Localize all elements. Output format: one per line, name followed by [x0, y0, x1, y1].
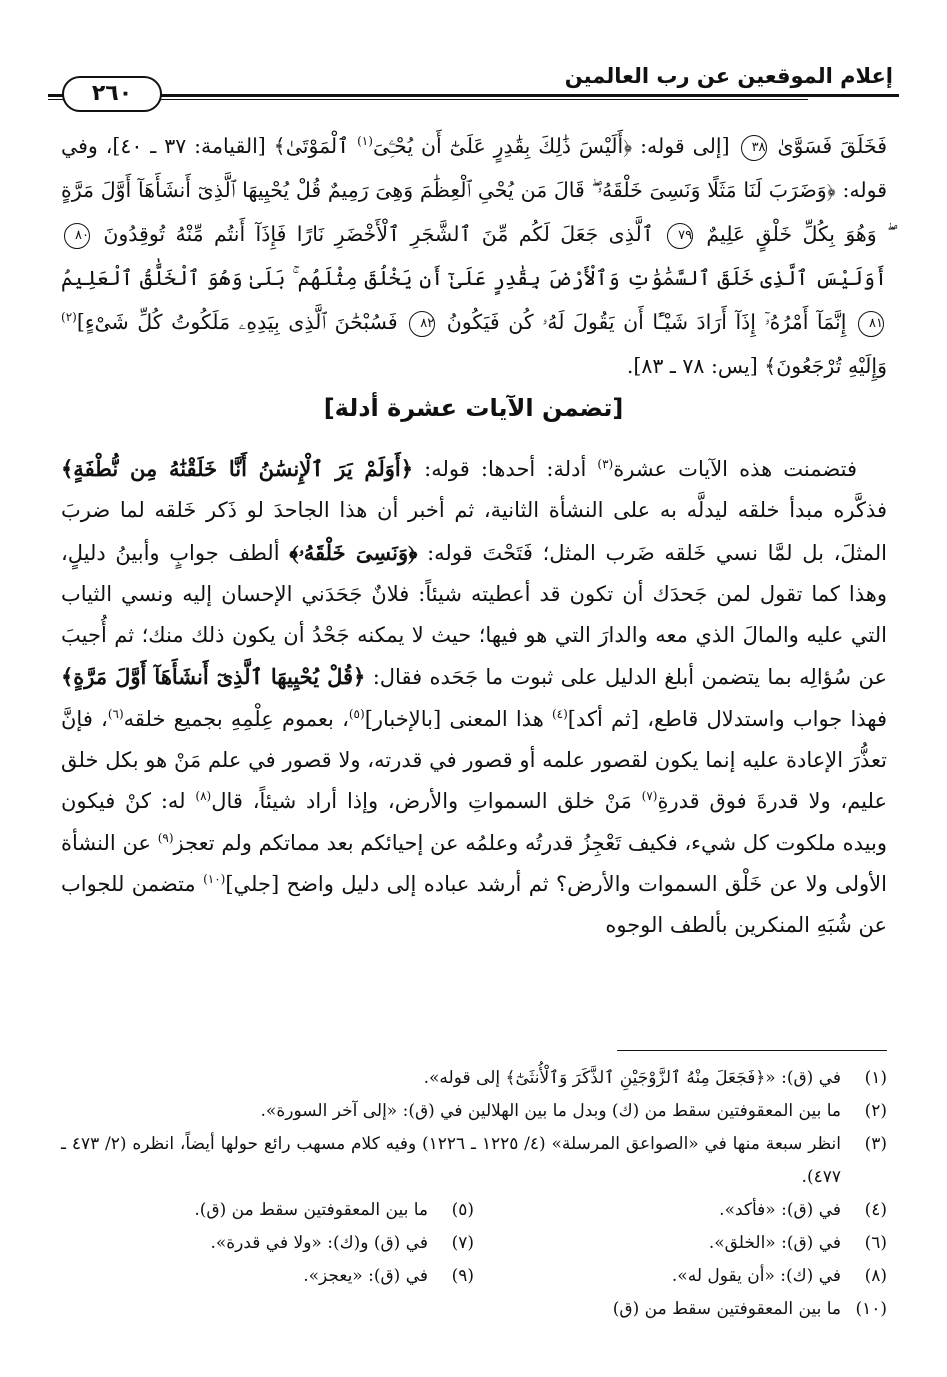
footnote-row — [61, 1194, 887, 1227]
body-text: له: كنْ فيكون وبيده ملكوت كل شيء، فكيف تَعْجِزُ قدرتُه وعلمُه عن إحيائكم بعد مماتكم ولم تعجز — [61, 789, 887, 855]
footnote-number: (٧) — [451, 1233, 474, 1253]
footnote-ref[interactable]: (٨) — [195, 789, 212, 804]
body-text: متضمن للجواب عن شُبَهِ المنكرين بألطف الوجوه — [61, 871, 887, 938]
header-rule-thin — [48, 99, 808, 100]
body-text: أدلة: أحدها: قوله: — [413, 457, 587, 481]
footnote-text: في (ك): «أن يقول له». — [671, 1266, 841, 1286]
footnote-ref[interactable]: (٤) — [551, 706, 568, 721]
footnote-number: (٢) — [864, 1101, 887, 1121]
footnote-text: في (ق): «الخلق». — [708, 1233, 841, 1253]
footnote — [61, 1128, 887, 1194]
verse-text: ٱلَّذِى جَعَلَ لَكُم مِّنَ ٱلشَّجَرِ ٱلْأَخْضَرِ نَارًا فَإِذَآ أَنتُم مِّنْهُ تُوقِدُونَ — [103, 222, 654, 246]
footnote-ref[interactable]: (٧) — [641, 789, 658, 804]
footnote — [474, 1260, 887, 1293]
footnote-number: (٤) — [864, 1200, 887, 1220]
footnote-number: (٣) — [864, 1134, 887, 1154]
body-text: ألطف جوابٍ وأبينُ دليلٍ، وهذا كما تقول لمن جَحدَك أن تكون قد أعطيته شيئاً: فلانٌ جَحَدَني الإحسان إليه ونسي الثياب التي عليه والمالَ الذي معه والدارَ التي هو فيها؛ حيث لا يمكنه جَحْدُ أن يكون ذلك منك؛ ثم أُجيبَ عن سُؤالِه بما يتضمن أبلغ الدليل على ثبوت ما جَحَده فقال: — [61, 540, 888, 690]
footnote-number: (١) — [864, 1068, 887, 1088]
page-number: ٢٦٠ — [62, 76, 162, 112]
verse-text: ٱلْمَوْتَىٰ﴾ [القيامة: ٣٧ ـ ٤٠]، وفي قوله: ﴿وَضَرَبَ لَنَا مَثَلًا وَنَسِىَ خَلْقَهُۥ ۖ قَالَ مَن يُحْىِ ٱلْعِظَٰمَ وَهِىَ رَمِيمٌ قُلْ يُحْيِيهَا ٱلَّذِىٓ أَنشَأَهَآ أَوَّلَ مَرَّةٍ ۖ وَهُوَ بِكُلِّ خَلْقٍ عَلِيمٌ — [61, 134, 887, 246]
footnote-ref[interactable]: (٢) — [61, 310, 77, 325]
footnote-ref[interactable]: (٦) — [107, 706, 124, 721]
footnote-number: (١٠) — [855, 1299, 887, 1319]
body-text: ، فإنَّ تعذُّرَ الإعادة عليه إنما يكون لقصور علمه أو قصور في قدرته، ولا قصور في علم مَنْ هو بكل خلق عليم، ولا قدرةَ فوق قدرةِ — [61, 706, 887, 814]
footnotes — [61, 1062, 887, 1326]
body-text: عن النشأة الأولى ولا عن خَلْق السموات والأرض؟ ثم أرشد عباده إلى دليل واضح [جلي] — [61, 830, 887, 896]
body-text: فهذا جواب واستدلال قاطع، [ثم أكد] — [567, 706, 888, 731]
footnote — [61, 1227, 474, 1260]
footnote-ref[interactable]: (١) — [357, 134, 373, 149]
footnote — [61, 1062, 887, 1095]
quran-quote: ﴿أَوَلَمْ يَرَ ٱلْإِنسَٰنُ أَنَّا خَلَقْنَٰهُ مِن نُّطْفَةٍ﴾ — [61, 456, 414, 481]
verse-text: أَوَلَيْسَ ٱلَّذِى خَلَقَ ٱلسَّمَٰوَٰتِ وَٱلْأَرْضَ بِقَٰدِرٍ عَلَىٰٓ أَن يَخْلُقَ مِثْلَهُم ۚ بَلَىٰ وَهُوَ ٱلْخَلَّٰقُ ٱلْعَلِيمُ — [61, 266, 887, 290]
footnote-text: في (ق): «﴿فَجَعَلَ مِنْهُ ٱلزَّوْجَيْنِ ٱلذَّكَرَ وَٱلْأُنثَىٰٓ﴾ إلى قوله». — [423, 1068, 841, 1088]
book-title: إعلام الموقعين عن رب العالمين — [564, 64, 893, 88]
quran-verses — [61, 124, 887, 388]
verse-text: إِنَّمَآ أَمْرُهُۥٓ إِذَآ أَرَادَ شَيْـًٔا أَن يَقُولَ لَهُۥ كُن فَيَكُونُ — [446, 310, 847, 334]
body-text: فتضمنت هذه الآيات عشرة — [613, 457, 857, 481]
footnote-text: في (ق): «يعجز». — [303, 1266, 428, 1286]
footnote — [61, 1095, 887, 1128]
verse-text: فَسُبْحَٰنَ ٱلَّذِى بِيَدِهِۦ مَلَكُوتُ كُلِّ شَىْءٍ] — [76, 310, 398, 334]
verse-text: وَإِلَيْهِ تُرْجَعُونَ﴾ [يس: ٧٨ ـ ٨٣]. — [626, 354, 887, 378]
footnote-ref[interactable]: (١٠) — [203, 871, 226, 886]
ayah-marker: ٧٩ — [667, 223, 693, 249]
quran-quote: ﴿وَنَسِىَ خَلْقَهُۥ﴾ — [289, 539, 418, 565]
ayah-marker: ٨٢ — [409, 311, 435, 337]
footnote-text: ما بين المعقوفتين سقط من (ك) وبدل ما بين الهلالين في (ق): «إلى آخر السورة». — [260, 1101, 841, 1121]
body-text: هذا المعنى [بالإخبار] — [364, 706, 552, 731]
footnote-ref[interactable]: (٩) — [157, 830, 174, 845]
footnote — [61, 1293, 887, 1326]
footnote-text: في (ق): «فأكد». — [719, 1200, 841, 1220]
footnote-number: (٨) — [864, 1266, 887, 1286]
page-header — [48, 58, 899, 108]
body-text: فذكَّره مبدأ خلقه ليدلَّه به على النشأة الثانية، ثم أخبر أن هذا الجاحدَ لو ذَكر خَلقه لما ضربَ المثلَ، بل لمَّا نسي خَلقه ضَرب المثل؛ فَتَحْتَ قوله: — [61, 498, 887, 565]
footnote — [474, 1194, 887, 1227]
ayah-marker: ٨٠ — [64, 223, 90, 249]
footnote-text: ما بين المعقوفتين سقط من (ق) — [612, 1299, 841, 1319]
footnote-row — [61, 1260, 887, 1293]
footnote-number: (٥) — [451, 1200, 474, 1220]
footnote-text: انظر سبعة منها في «الصواعق المرسلة» (٤/ ١٢٢٥ ـ ١٢٢٦) وفيه كلام مسهب رائع حولها أيضاً، انظره (٢/ ٤٧٣ ـ ٤٧٧). — [61, 1134, 841, 1187]
footnote-ref[interactable]: (٥) — [348, 706, 365, 721]
verse-text: فَخَلَقَ فَسَوَّىٰ — [777, 134, 888, 158]
footnote-number: (٩) — [451, 1266, 474, 1286]
footnote — [474, 1227, 887, 1260]
footnote-text: ما بين المعقوفتين سقط من (ق). — [194, 1200, 428, 1220]
ayah-marker: ٣٨ — [741, 135, 767, 161]
quran-quote: ﴿قُلْ يُحْيِيهَا ٱلَّذِىٓ أَنشَأَهَآ أَوَّلَ مَرَّةٍ﴾ — [61, 664, 366, 690]
footnote-ref[interactable]: (٣) — [597, 457, 614, 471]
footnote-number: (٦) — [864, 1233, 887, 1253]
verse-text: [إلى قوله: ﴿أَلَيْسَ ذَٰلِكَ بِقَٰدِرٍ عَلَىٰٓ أَن يُحْـِۧىَ — [372, 134, 730, 158]
body-paragraph — [61, 448, 887, 947]
body-text: مَنْ خلق السمواتِ والأرض، وإذا أراد شيئاً، قال — [211, 789, 642, 814]
footnote — [61, 1194, 474, 1227]
footnote-row — [61, 1227, 887, 1260]
ayah-marker: ٨١ — [858, 311, 884, 337]
footnote-separator — [617, 1050, 887, 1051]
section-heading: [تضمن الآيات عشرة أدلة] — [323, 394, 624, 422]
footnote-text: في (ق) و(ك): «ولا في قدرة». — [210, 1233, 428, 1253]
body-text: ، بعموم عِلْمِهِ بجميع خلقه — [123, 706, 349, 731]
header-rule — [48, 94, 899, 97]
footnote — [61, 1260, 474, 1293]
